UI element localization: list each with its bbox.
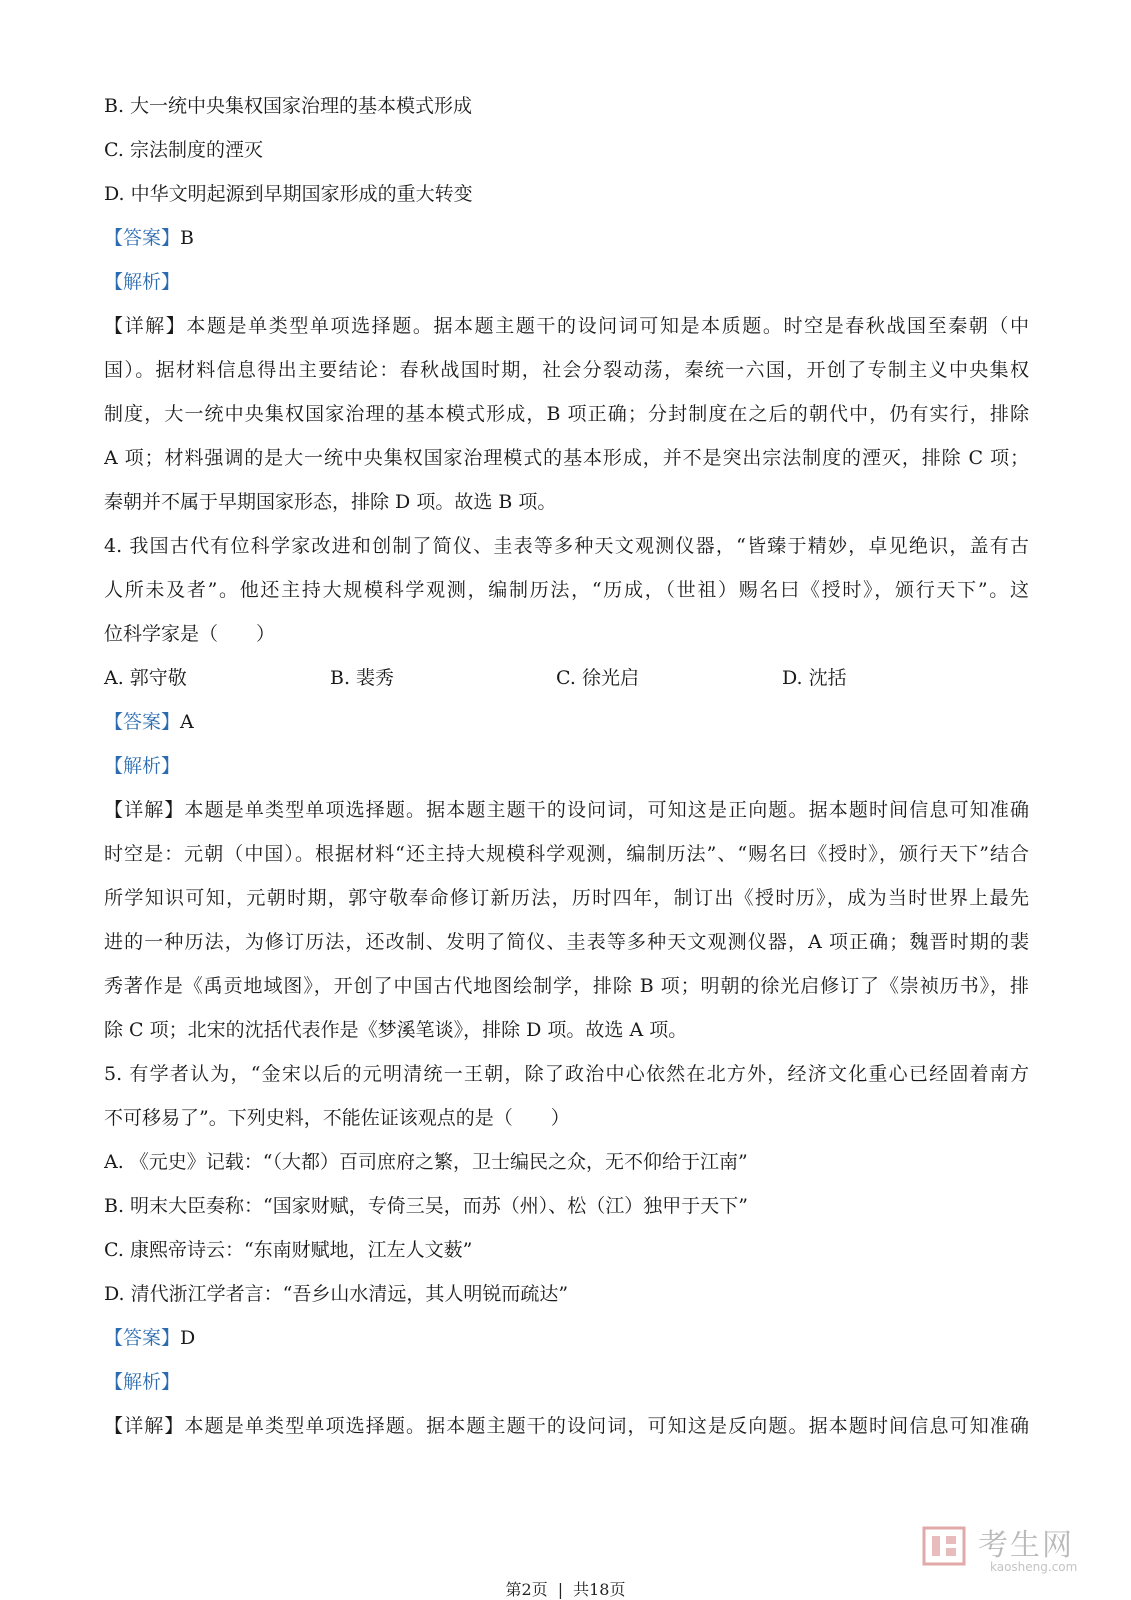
q3-analysis-heading: [104, 268, 1029, 296]
q3-detail-line: A 项；材料强调的是大一统中央集权国家治理模式的基本形成，并不是突出宗法制度的湮灭，排除 C 项；: [104, 447, 1029, 469]
q4-detail-line: 除 C 项；北宋的沈括代表作是《梦溪笔谈》，排除 D 项。故选 A 项。: [104, 1019, 688, 1041]
watermark-url: kaosheng.com: [990, 1560, 1078, 1574]
q4-stem-line: 位科学家是（ ）: [104, 623, 276, 645]
page-number: 第2页: [505, 1580, 548, 1599]
detail-text: 本题是单类型单项选择题。据本题主题干的设问词，可知这是正向题。据本题时间信息可知准确: [184, 799, 1029, 821]
q4-detail-line: 所学知识可知，元朝时期，郭守敬奉命修订新历法，历时四年，制订出《授时历》，成为当时世界上最先: [104, 887, 1029, 909]
q3-detail-line: 制度，大一统中央集权国家治理的基本模式形成，B 项正确；分封制度在之后的朝代中，仍有实行，排除: [104, 403, 1029, 425]
q3-option-b: B. 大一统中央集权国家治理的基本模式形成: [104, 95, 473, 117]
detail-tag: 【详解】: [104, 1415, 185, 1437]
q3-answer: [104, 224, 1029, 252]
analysis-tag: 【解析】: [104, 755, 181, 777]
q4-detail-line: [104, 796, 1029, 824]
analysis-tag: 【解析】: [104, 271, 181, 293]
detail-tag: 【详解】: [104, 799, 185, 821]
watermark-logo-icon: [920, 1522, 968, 1570]
q5-stem-line: 5. 有学者认为，“金宋以后的元明清统一王朝，除了政治中心依然在北方外，经济文化重心已经固着南方: [104, 1063, 1029, 1085]
analysis-tag: 【解析】: [104, 1371, 181, 1393]
answer-value: B: [180, 227, 194, 249]
answer-value: D: [180, 1327, 196, 1349]
q4-stem-line: 人所未及者”。他还主持大规模科学观测，编制历法，“历成，（世祖）赐名曰《授时》，颁行天下”。这: [104, 579, 1029, 601]
q4-option-a: A. 郭守敬: [104, 667, 187, 689]
detail-text: 本题是单类型单项选择题。据本题主题干的设问词，可知这是反向题。据本题时间信息可知准确: [184, 1415, 1029, 1437]
watermark: [920, 1520, 1115, 1580]
answer-tag: 【答案】: [104, 1327, 181, 1349]
q5-stem-line: 不可移易了”。下列史料，不能佐证该观点的是（ ）: [104, 1107, 570, 1129]
q4-options: [104, 664, 1029, 692]
q4-option-b: B. 裴秀: [330, 667, 395, 689]
answer-tag: 【答案】: [104, 711, 181, 733]
q4-option-d: D. 沈括: [782, 667, 847, 689]
q5-option-d: D. 清代浙江学者言：“吾乡山水清远，其人明锐而疏达”: [104, 1283, 569, 1305]
q5-analysis-heading: [104, 1368, 1029, 1396]
q4-detail-line: 进的一种历法，为修订历法，还改制、发明了简仪、圭表等多种天文观测仪器，A 项正确；魏晋时期的裴: [104, 931, 1029, 953]
detail-tag: 【详解】: [104, 315, 187, 337]
q3-detail-line: [104, 312, 1029, 340]
q3-detail-line: 国）。据材料信息得出主要结论：春秋战国时期，社会分裂动荡，秦统一六国，开创了专制主义中央集权: [104, 359, 1029, 381]
answer-value: A: [180, 711, 194, 733]
q5-detail-line: [104, 1412, 1029, 1440]
page-footer: [0, 1577, 1131, 1600]
q4-analysis-heading: [104, 752, 1029, 780]
q3-option-d: D. 中华文明起源到早期国家形成的重大转变: [104, 183, 473, 205]
detail-text: 本题是单类型单项选择题。据本题主题干的设问词可知是本质题。时空是春秋战国至秦朝（中: [186, 315, 1029, 337]
q4-detail-line: 秀著作是《禹贡地域图》，开创了中国古代地图绘制学，排除 B 项；明朝的徐光启修订了《崇祯历书》，排: [104, 975, 1029, 997]
page-total: 共18页: [573, 1580, 626, 1599]
q4-detail-line: 时空是：元朝（中国）。根据材料“还主持大规模科学观测，编制历法”、“赐名曰《授时》，颁行天下”结合: [104, 843, 1029, 865]
q4-option-c: C. 徐光启: [556, 667, 639, 689]
q5-option-b: B. 明末大臣奏称：“国家财赋，专倚三吴，而苏（州）、松（江）独甲于天下”: [104, 1195, 748, 1217]
q5-option-a: A. 《元史》记载：“（大都）百司庶府之繁，卫士编民之众，无不仰给于江南”: [104, 1151, 748, 1173]
watermark-brand: 考生网: [978, 1528, 1074, 1563]
q4-stem-line: 4. 我国古代有位科学家改进和创制了简仪、圭表等多种天文观测仪器，“皆臻于精妙，卓见绝识，盖有古: [104, 535, 1029, 557]
q5-answer: [104, 1324, 1029, 1352]
footer-separator: |: [557, 1580, 564, 1599]
q3-option-c: C. 宗法制度的湮灭: [104, 139, 263, 161]
q5-option-c: C. 康熙帝诗云：“东南财赋地，江左人文薮”: [104, 1239, 473, 1261]
q4-answer: [104, 708, 1029, 736]
q3-detail-line: 秦朝并不属于早期国家形态，排除 D 项。故选 B 项。: [104, 491, 557, 513]
answer-tag: 【答案】: [104, 227, 181, 249]
